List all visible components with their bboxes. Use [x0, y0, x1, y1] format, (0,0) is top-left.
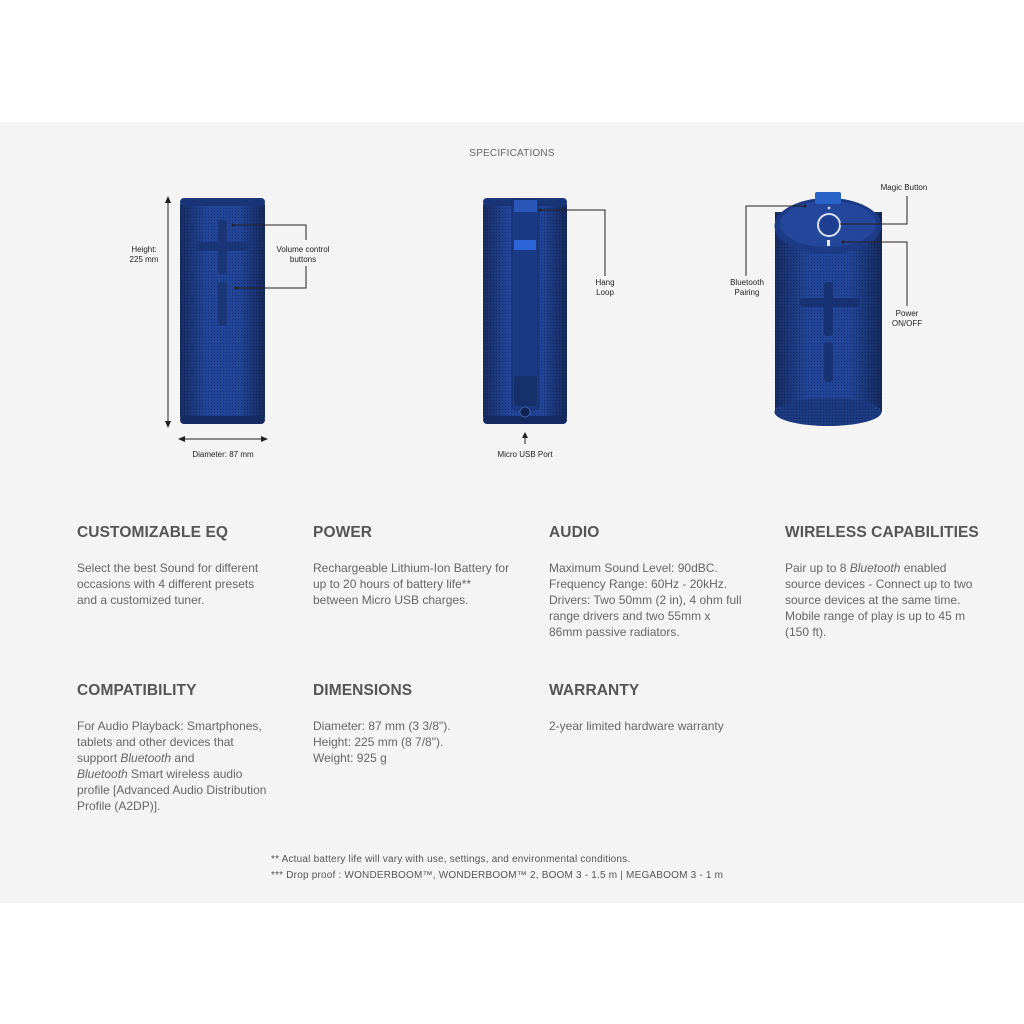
height-dimension-arrow — [165, 196, 171, 428]
feature-text: Maximum Sound Level: 90dBC. Frequency Range: 60Hz - 20kHz. Drivers: Two 50mm (2 in), 4 ohm full range drivers and two 55mm x 86mm passive radiators. — [549, 561, 742, 639]
feature-dimensions — [313, 682, 513, 766]
feature-title: POWER — [313, 524, 373, 541]
diameter-dimension-arrow — [178, 436, 268, 442]
magic-button-label: Magic Button — [880, 183, 928, 192]
feature-wireless-capabilities — [785, 524, 985, 640]
power-button-icon — [827, 240, 830, 246]
footnote-drop-proof: *** Drop proof : WONDERBOOM™, WONDERBOOM™ 2, BOOM 3 - 1.5 m | MEGABOOM 3 - 1 m — [271, 870, 724, 881]
magic-button-icon — [818, 214, 840, 236]
feature-compatibility — [77, 682, 277, 814]
volume-minus-icon — [218, 282, 227, 326]
feature-text: Select the best Sound for different occasions with 4 different presets and a customized tuner. — [77, 561, 259, 607]
specifications-title: SPECIFICATIONS — [469, 148, 555, 159]
feature-text: Pair up to 8 Bluetooth enabled source devices - Connect up to two source devices at the same time. Mobile range of play is up to 45 m (150 ft). — [785, 561, 973, 639]
hang-loop-label: Hang Loop — [595, 278, 615, 297]
power-label: Power ON/OFF — [891, 309, 923, 328]
usb-leader — [522, 432, 528, 444]
speaker-top-view — [775, 192, 883, 426]
ultimate-ears-badge — [514, 240, 536, 250]
usb-port-icon — [520, 407, 530, 417]
height-label: Height: 225 mm — [129, 245, 159, 264]
feature-title: AUDIO — [549, 524, 600, 541]
feature-title: CUSTOMIZABLE EQ — [77, 524, 229, 541]
feature-text: 2-year limited hardware warranty — [549, 719, 724, 733]
feature-warranty — [549, 682, 749, 734]
speaker-back-view — [483, 198, 567, 424]
feature-power — [313, 524, 513, 608]
bluetooth-pairing-label: Bluetooth Pairing — [730, 278, 764, 297]
feature-customizable-eq — [77, 524, 277, 608]
footnote-battery: ** Actual battery life will vary with use, settings, and environmental conditions. — [271, 854, 631, 865]
feature-audio — [549, 524, 749, 640]
feature-text: Diameter: 87 mm (3 3/8"). Height: 225 mm (8 7/8"). Weight: 925 g — [313, 719, 451, 765]
volume-minus-icon — [824, 342, 833, 382]
feature-text: For Audio Playback: Smartphones, tablets and other devices that support Bluetooth and Bluetooth Smart wireless audio profile [Advanced Audio Distribution Profile (A2DP)]. — [77, 719, 267, 813]
diameter-label: Diameter: 87 mm — [192, 450, 254, 459]
feature-title: DIMENSIONS — [313, 682, 413, 699]
feature-title: WIRELESS CAPABILITIES — [785, 524, 979, 541]
speaker-front-view — [180, 198, 265, 424]
volume-control-label: Volume control buttons — [276, 245, 330, 264]
feature-text: Rechargeable Lithium-Ion Battery for up to 20 hours of battery life** between Micro USB charges. — [313, 561, 510, 607]
top-hang-loop — [815, 192, 841, 204]
micro-usb-label: Micro USB Port — [497, 450, 553, 459]
feature-title: COMPATIBILITY — [77, 682, 197, 699]
feature-title: WARRANTY — [549, 682, 640, 699]
